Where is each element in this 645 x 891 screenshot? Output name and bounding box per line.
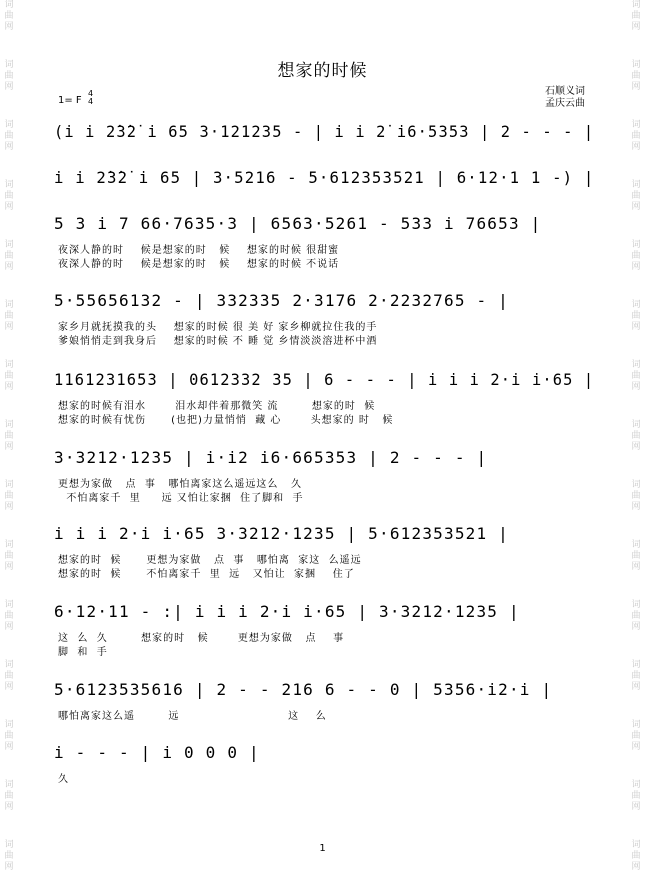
notation: (i i 2̇3̇2̇ i 65 3·121235 - | i i 2̇ i6·5353 | 2 - - - |: [54, 122, 595, 141]
watermark-text: 词曲网: [4, 60, 14, 92]
watermark-text: 词曲网: [631, 180, 641, 212]
lyric-verse-2: 夜深人静的时 候是想家的时 候 想家的时候 不说话: [58, 259, 340, 270]
watermark-text: 词曲网: [4, 840, 14, 872]
watermark-text: 词曲网: [4, 540, 14, 572]
watermark-text: 词曲网: [4, 240, 14, 272]
watermark-text: 词曲网: [631, 600, 641, 632]
notation: 5 3 i 7 66·7635·3 | 6563·5261 - 533 i 76653 |: [54, 214, 542, 233]
lyric-verse-1: 哪怕离家这么遥 远 这 么: [58, 711, 327, 722]
score-line: [54, 122, 594, 152]
watermark-text: 词曲网: [4, 120, 14, 152]
watermark-text: 词曲网: [631, 840, 641, 872]
watermark-text: 词曲网: [631, 720, 641, 752]
notation: 3·3212·1235 | i·i2 i6·665353 | 2 - - - |: [54, 448, 488, 467]
watermark-text: 词曲网: [4, 600, 14, 632]
watermark-text: 词曲网: [4, 420, 14, 452]
watermark-text: 词曲网: [4, 780, 14, 812]
watermark-text: 词曲网: [631, 660, 641, 692]
notation: i - - - | i 0 0 0 |: [54, 743, 260, 762]
watermark-text: 词曲网: [4, 480, 14, 512]
watermark-text: 词曲网: [631, 60, 641, 92]
lyricist: 石顺义词: [545, 86, 585, 97]
notation: 5·6123535616 | 2 - - 216 6 - - 0 | 5356·i2·i |: [54, 680, 553, 699]
score-line: [54, 448, 594, 508]
score-line: [54, 370, 594, 430]
watermark-right: [629, 0, 643, 891]
score-line: [54, 680, 594, 730]
lyric-verse-1: 更想为家做 点 事 哪怕离家这么遥远这么 久: [58, 479, 302, 490]
lyric-verse-1: 家乡月就抚摸我的头 想家的时候 很 美 好 家乡柳就拉住我的手: [58, 322, 378, 333]
watermark-text: 词曲网: [631, 0, 641, 32]
watermark-text: 词曲网: [631, 360, 641, 392]
lyric-verse-2: 脚 和 手: [58, 647, 108, 658]
watermark-text: 词曲网: [4, 360, 14, 392]
score-line: [54, 214, 594, 274]
notation: 5·55656132 - | 332335 2·3176 2·2232765 - |: [54, 291, 509, 310]
score-line: [54, 291, 594, 351]
watermark-text: 词曲网: [4, 0, 14, 32]
lyric-verse-1: 想家的时候有泪水 泪水却伴着那微笑 流 想家的时 候: [58, 401, 376, 412]
notation: i i i 2·i i·65 3·3212·1235 | 5·612353521 |: [54, 524, 509, 543]
notation: 6·12·11 - :| i i i 2·i i·65 | 3·3212·1235 |: [54, 602, 520, 621]
lyric-verse-1: 夜深人静的时 候是想家的时 候 想家的时候 很甜蜜: [58, 245, 340, 256]
watermark-left: [2, 0, 16, 891]
notation: i i 2̇3̇2̇ i 65 | 3·5216 - 5·612353521 | 6·12·1 1 -) |: [54, 168, 595, 187]
watermark-text: 词曲网: [4, 720, 14, 752]
meter-bottom: 4: [88, 97, 94, 106]
watermark-text: 词曲网: [631, 540, 641, 572]
watermark-text: 词曲网: [631, 420, 641, 452]
lyric-verse-1: 久: [58, 774, 69, 785]
lyric-verse-2: 爹娘悄悄走到我身后 想家的时候 不 睡 觉 乡情淡淡溶进杯中酒: [58, 336, 378, 347]
time-signature: [88, 90, 93, 106]
watermark-text: 词曲网: [631, 300, 641, 332]
lyric-verse-2: 想家的时候有忧伤 (也把)力量悄悄 藏 心 头想家的 时 候: [58, 415, 394, 426]
notation: 1161231653 | 0612332 35 | 6 - - - | i i i 2·i i·65 |: [54, 370, 595, 389]
watermark-text: 词曲网: [4, 180, 14, 212]
score-line: [54, 524, 594, 584]
lyric-verse-1: 这 么 久 想家的时 候 更想为家做 点 事: [58, 633, 345, 644]
lyric-verse-2: 想家的时 候 不怕离家千 里 远 又怕让 家捆 住了: [58, 569, 355, 580]
composer: 孟庆云曲: [545, 98, 585, 109]
meter-top: 4: [88, 89, 94, 98]
watermark-text: 词曲网: [631, 240, 641, 272]
score-line: [54, 602, 594, 662]
watermark-text: 词曲网: [631, 780, 641, 812]
watermark-text: 词曲网: [4, 300, 14, 332]
lyric-verse-2: 不怕离家千 里 远 又怕让家捆 住了脚和 手: [58, 493, 304, 504]
credits: [545, 86, 585, 110]
key-signature: 1= F: [58, 95, 82, 106]
watermark-text: 词曲网: [631, 480, 641, 512]
watermark-text: 词曲网: [4, 660, 14, 692]
page-number: 1: [319, 843, 326, 854]
watermark-text: 词曲网: [631, 120, 641, 152]
score-line: [54, 743, 594, 783]
score-line: [54, 168, 594, 198]
song-title: 想家的时候: [277, 61, 368, 81]
lyric-verse-1: 想家的时 候 更想为家做 点 事 哪怕离 家这 么遥远: [58, 555, 362, 566]
